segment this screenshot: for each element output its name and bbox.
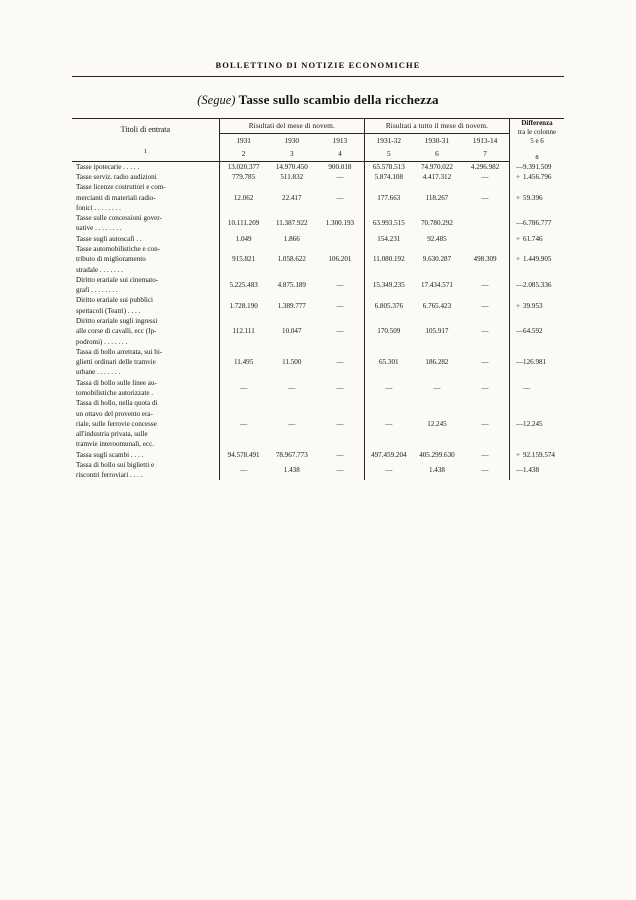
cell-1913-14: — (461, 316, 509, 347)
table-row (72, 316, 564, 347)
col-header-difference: Differenza tra le colonne 5 e 6 8 (510, 119, 564, 162)
cell-1913: — (316, 172, 364, 182)
row-label: Tassa di bollo arretrata, sui bi- glietti ordinari delle tramvie urbane . . . . . . . (72, 347, 219, 378)
cell-1930: 78.967.773 (275, 450, 308, 459)
cell-1931-32: 65.301 (379, 358, 399, 367)
row-label: Tassa di bollo, nella quota di un ottavo del provento era- riale, sulle ferrovie concesse all'industria privata, sulle tramvie interoomunali, ecc. (72, 398, 219, 449)
table-row (72, 378, 564, 399)
cell-1930-31: 17.434.571 (420, 281, 453, 290)
table-row (72, 213, 564, 234)
cell-1931: 5.225.483 (229, 281, 258, 290)
table-row (72, 275, 564, 296)
difference-sign: + (516, 193, 521, 202)
cell-1930-31: 92.485 (427, 234, 447, 243)
cell-difference: —126.981 (516, 358, 547, 367)
cell-1930-31: 118.267 (425, 193, 449, 202)
table-row (72, 460, 564, 481)
cell-1930-31: 12.245 (427, 419, 447, 428)
cell-1931-32: 154.231 (377, 234, 401, 243)
cell-1913-14: — (461, 275, 509, 296)
difference-sign: + (516, 450, 521, 459)
cell-1930: 1.058.622 (277, 255, 306, 264)
cell-1931-32: 5.874.108 (374, 173, 403, 182)
row-label: Tassa di bollo sulle linee au- tomobilistiche autorizzate . (72, 378, 219, 399)
cell-difference: —12.245 (516, 419, 543, 428)
cell-1930-31: 186.282 (425, 358, 449, 367)
cell-difference: —1.438 (516, 466, 539, 475)
title-main: Tasse sullo scambio della ricchezza (238, 92, 439, 107)
difference-sign: — (516, 466, 524, 475)
cell-1913-14: 498.309 (461, 244, 509, 275)
cell-1930: 4.875.189 (277, 281, 306, 290)
row-label: Tasse sugli autoscafi . . (72, 234, 219, 244)
cell-1931-32: — (385, 383, 393, 392)
cell-1930: 511.832 (280, 173, 304, 182)
difference-sign: + (516, 301, 521, 310)
difference-sign: — (516, 219, 524, 228)
row-label: Tasse sulle concessioni gover- native . . . . . . . . (72, 213, 219, 234)
cell-1913-14 (461, 234, 509, 244)
col-header-group-month: Risultati del mese di novem. (219, 119, 364, 134)
cell-1931-32: 11.080.192 (372, 255, 405, 264)
cell-difference: + 61.746 (516, 234, 543, 243)
cell-difference: —9.391.509 (516, 162, 552, 171)
cell-1913-14: — (461, 378, 509, 399)
row-label: Tassa di bollo sui biglietti e riscontri ferroviari . . . . (72, 460, 219, 481)
cell-1913-14: — (461, 347, 509, 378)
cell-1930: 11.500 (282, 358, 302, 367)
cell-1931: 915.821 (232, 255, 256, 264)
cell-1913-14: — (461, 182, 509, 213)
col-header-1931: 1931 (236, 135, 251, 145)
difference-sign: — (516, 419, 524, 428)
row-label: Tasse automobilistiche e con- tributo di miglioramento stradale . . . . . . . (72, 244, 219, 275)
cell-1931: 1.728.190 (229, 301, 258, 310)
cell-1913: — (316, 275, 364, 296)
cell-difference: —64.592 (516, 327, 543, 336)
cell-1913: — (316, 295, 364, 316)
cell-1931: — (240, 383, 248, 392)
difference-sign: — (516, 162, 524, 171)
title-prefix: (Segue) (197, 93, 236, 107)
cell-1930: 11.387.922 (275, 219, 308, 228)
cell-1913: — (316, 316, 364, 347)
cell-1930: — (288, 383, 296, 392)
cell-1931: 11.495 (234, 358, 254, 367)
cell-1913: — (316, 450, 364, 460)
page-title (0, 92, 636, 108)
col-header-1930: 1930 (284, 135, 300, 145)
cell-1913: — (316, 182, 364, 213)
cell-1913-14: 4.296.982 (461, 161, 509, 172)
table-row (72, 161, 564, 172)
cell-1930: 1.438 (283, 466, 300, 475)
row-label: Tasse licenze costruttori e com- mercianti di materiali radio- fonici . . . . . . . . (72, 182, 219, 213)
cell-1931: 10.111.209 (227, 219, 260, 228)
cell-1930: 1.389.777 (277, 301, 306, 310)
cell-1913: 106.201 (316, 244, 364, 275)
cell-1913-14: — (461, 398, 509, 449)
cell-1931-32: 65.578.513 (372, 162, 405, 171)
difference-sign: + (516, 255, 521, 264)
cell-difference: + 1.449.905 (516, 255, 552, 264)
cell-1913-14: — (461, 460, 509, 481)
difference-sign: — (516, 281, 524, 290)
difference-sign: — (516, 358, 524, 367)
row-label: Tasse ipotecarie . . . . . (72, 161, 219, 172)
cell-1913-14 (461, 213, 509, 234)
cell-1931-32: 6.805.376 (374, 301, 403, 310)
cell-1913: — (316, 398, 364, 449)
table-row (72, 244, 564, 275)
table-row (72, 295, 564, 316)
cell-1913: — (316, 378, 364, 399)
cell-1913: 1.300.193 (316, 213, 364, 234)
cell-difference: + 39.953 (516, 301, 543, 310)
cell-1931: — (240, 466, 248, 475)
row-label: Tasse serviz. radio audizioni (72, 172, 219, 182)
revenue-table (72, 118, 564, 480)
running-head: BOLLETTINO DI NOTIZIE ECONOMICHE (215, 60, 421, 70)
row-label: Diritto erariale sui pubblici spettacoli (Teatri) . . . . (72, 295, 219, 316)
cell-1913-14: — (461, 172, 509, 182)
header-rule (72, 76, 564, 77)
col-number-1: 1 (143, 147, 147, 155)
cell-difference: + 92.159.574 (516, 450, 555, 459)
cell-1931-32: 177.663 (377, 193, 401, 202)
cell-difference: —2.085.336 (516, 281, 552, 290)
col-header-1913-14: 1913-14 (461, 133, 509, 147)
cell-1931-32: 170.509 (377, 327, 401, 336)
cell-1931: — (240, 419, 248, 428)
table-row (72, 398, 564, 449)
col-header-titoli: Titoli di entrata 1 (72, 119, 219, 162)
cell-1931-32: 497.459.204 (371, 450, 407, 459)
cell-1930: 14.970.450 (275, 162, 308, 171)
cell-1913-14: — (461, 295, 509, 316)
header-row-groups (72, 119, 564, 134)
cell-difference: + 1.456.796 (516, 173, 552, 182)
cell-1931: 112.111 (232, 327, 255, 336)
difference-sign: + (516, 173, 521, 182)
cell-1930: — (288, 419, 296, 428)
col-header-1930-31: 1930-31 (424, 135, 450, 145)
cell-1931: 779.785 (232, 173, 256, 182)
table-row (72, 182, 564, 213)
table-body (72, 161, 564, 480)
cell-1913-14: — (461, 450, 509, 460)
cell-1931-32: 63.993.515 (372, 219, 405, 228)
cell-1931: 1.049 (235, 234, 252, 243)
col-header-1913: 1913 (316, 133, 364, 147)
col-number-4: 4 (316, 147, 364, 161)
col-number-8: 8 (535, 154, 539, 162)
cell-1931-32: — (385, 419, 393, 428)
row-label: Diritto erariale sui cinemato- grafi . . . . . . . . (72, 275, 219, 296)
cell-1930: 1.866 (283, 234, 300, 243)
cell-difference: + 59.396 (516, 193, 543, 202)
difference-sign: — (516, 327, 524, 336)
table-head (72, 119, 564, 162)
cell-1913: — (316, 347, 364, 378)
cell-1913: 900.018 (316, 161, 364, 172)
row-label: Tassa sugli scambi . . . . (72, 450, 219, 460)
table-row (72, 172, 564, 182)
cell-1930-31: 1.438 (428, 466, 445, 475)
cell-1930-31: — (433, 383, 441, 392)
table-row (72, 450, 564, 460)
cell-1930-31: 405.299.630 (419, 450, 455, 459)
cell-1931: 94.578.491 (227, 450, 260, 459)
col-number-2: 2 (219, 147, 267, 161)
cell-1931-32: — (385, 466, 393, 475)
cell-1931: 13.020.377 (227, 162, 260, 171)
cell-1913: — (316, 460, 364, 481)
cell-1930: 22.417 (282, 193, 302, 202)
cell-1930-31: 105.917 (425, 327, 449, 336)
col-header-group-total: Risultati a tutto il mese di novem. (364, 119, 509, 134)
table-row (72, 347, 564, 378)
cell-1931-32: 15.349.235 (372, 281, 405, 290)
cell-1913 (316, 234, 364, 244)
col-number-5: 5 (364, 147, 412, 161)
cell-1930-31: 6.765.423 (422, 301, 452, 310)
col-number-6: 6 (413, 147, 461, 161)
cell-1930-31: 4.417.312 (422, 173, 452, 182)
cell-1930: 10.047 (282, 327, 302, 336)
cell-1930-31: 9.630.287 (422, 255, 452, 264)
cell-difference: —6.786.777 (516, 219, 552, 228)
col-number-3: 3 (268, 147, 316, 161)
cell-1930-31: 70.780.292 (420, 219, 453, 228)
col-number-7: 7 (461, 147, 509, 161)
table-row (72, 234, 564, 244)
cell-difference: — (523, 383, 531, 392)
difference-sign: + (516, 234, 521, 243)
cell-1930-31: 74.970.022 (420, 162, 453, 171)
cell-1931: 12.062 (233, 193, 254, 202)
col-header-1931-32: 1931-32 (376, 135, 401, 145)
row-label: Diritto erariale sugli ingressi alle corse di cavalli, ecc (Ip- podromi) . . . . . . . (72, 316, 219, 347)
